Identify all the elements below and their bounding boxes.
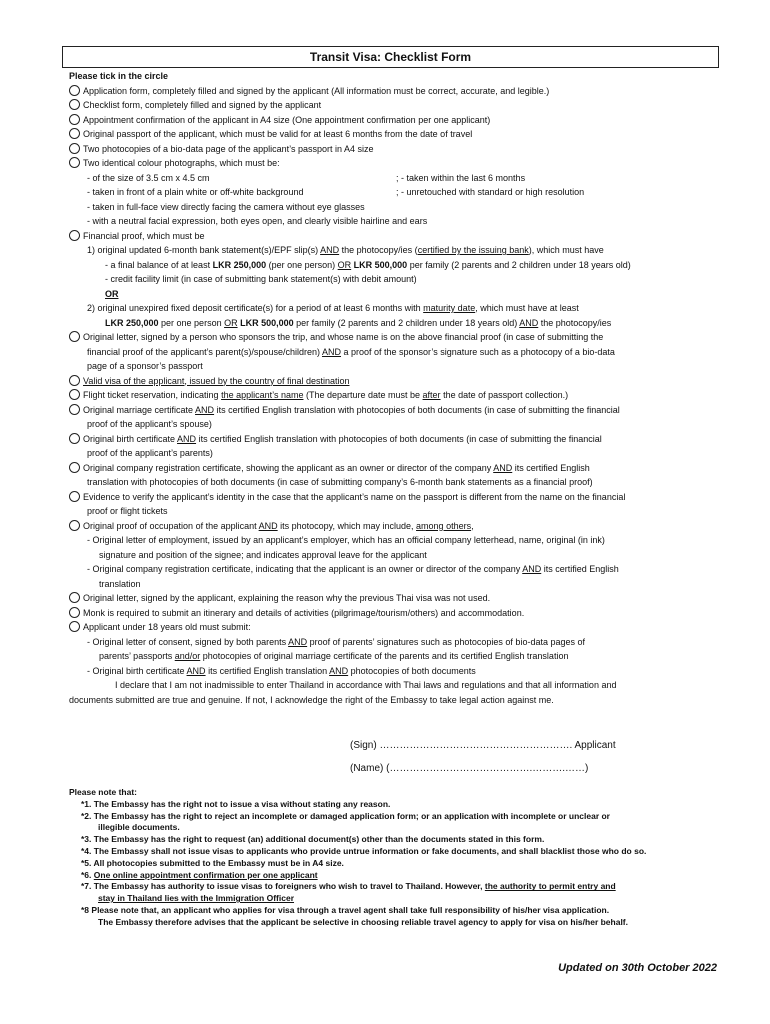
- or-separator: OR: [105, 288, 119, 299]
- updated-date: Updated on 30th October 2022: [558, 962, 717, 974]
- checklist-item: Monk is required to submit an itinerary and details of activities (pilgrimage/tourism/others) and accommodation.: [69, 606, 719, 621]
- checklist-item: Application form, completely filled and signed by the applicant (All information must be correct, accurate, and legible.): [69, 84, 719, 99]
- tick-circle[interactable]: [69, 157, 80, 168]
- sub-item: parents’ passports and/or photocopies of original marriage certificate of the parents and its certified English translation: [99, 651, 569, 661]
- tick-circle[interactable]: [69, 375, 80, 386]
- note-item: *8 Please note that, an applicant who applies for visa through a travel agent shall take full responsibility of his/her visa application.: [81, 904, 610, 915]
- declaration-line: documents submitted are true and genuine. If not, I acknowledge the right of the Embassy to take legal action against me.: [69, 694, 554, 705]
- checklist-item: Evidence to verify the applicant’s identity in the case that the applicant’s name on the passport is different from the name on the financial: [69, 490, 719, 505]
- tick-circle[interactable]: [69, 491, 80, 502]
- note-item: *7. The Embassy has authority to issue visas to foreigners who wish to travel to Thailand. However, the authority to permit entry and: [81, 881, 616, 892]
- checklist-item: Financial proof, which must be: [69, 229, 719, 244]
- sub-item: - Original letter of employment, issued by an applicant’s employer, which has an official company letterhead, name, original (in ink): [87, 535, 605, 545]
- note-item: *1. The Embassy has the right not to issue a visa without stating any reason.: [81, 798, 391, 809]
- checklist-item: Original company registration certificate, showing the applicant as an owner or director of the company AND its certified English: [69, 461, 719, 476]
- checklist-item: Applicant under 18 years old must submit:: [69, 620, 719, 635]
- checklist-item: Original proof of occupation of the applicant AND its photocopy, which may include, among others,: [69, 519, 719, 534]
- tick-circle[interactable]: [69, 621, 80, 632]
- sub-item: - Original birth certificate AND its certified English translation AND photocopies of both documents: [87, 665, 476, 676]
- tick-circle[interactable]: [69, 520, 80, 531]
- tick-circle[interactable]: [69, 404, 80, 415]
- checklist-item: Flight ticket reservation, indicating the applicant’s name (The departure date must be after the date of passport collection.): [69, 388, 719, 403]
- signature-line: (Sign) …………………………………………………. Applicant: [350, 740, 616, 751]
- instruction: Please tick in the circle: [69, 71, 169, 81]
- sub-item: signature and position of the signee; and indicates approval leave for the applicant: [99, 549, 427, 560]
- checklist-body: [69, 69, 719, 707]
- sub-item: LKR 250,000 per one person OR LKR 500,000 per family (2 parents and 2 children under 18 years old) AND the photocopy/ies: [105, 317, 612, 328]
- tick-circle[interactable]: [69, 389, 80, 400]
- checklist-item: Checklist form, completely filled and signed by the applicant: [69, 98, 719, 113]
- checklist-item: Two photocopies of a bio-data page of the applicant’s passport in A4 size: [69, 142, 719, 157]
- sub-item: - taken in full-face view directly facing the camera without eye glasses: [87, 201, 365, 212]
- note-item: *5. All photocopies submitted to the Embassy must be in A4 size.: [81, 857, 344, 868]
- note-item: The Embassy therefore advises that the applicant be selective in choosing reliable travel agency to apply for visa on his/her behalf.: [98, 916, 629, 927]
- note-item: *4. The Embassy shall not issue visas to applicants who provide untrue information or fake documents, and shall blacklist those who do so.: [81, 845, 647, 856]
- tick-circle[interactable]: [69, 592, 80, 603]
- checklist-item: Appointment confirmation of the applicant in A4 size (One appointment confirmation per one applicant): [69, 113, 719, 128]
- tick-circle[interactable]: [69, 99, 80, 110]
- tick-circle[interactable]: [69, 128, 80, 139]
- note-item: stay in Thailand lies with the Immigration Officer: [98, 893, 295, 904]
- tick-circle[interactable]: [69, 607, 80, 618]
- sub-item: financial proof of the applicant’s parent(s)/spouse/children) AND a proof of the sponsor’s signature such as a photocopy of a bio-data: [87, 346, 615, 357]
- tick-circle[interactable]: [69, 143, 80, 154]
- note-item: *3. The Embassy has the right to request (an) additional document(s) other than the documents stated in this form.: [81, 834, 545, 845]
- note-item: illegible documents.: [98, 822, 180, 833]
- notes-section: [69, 787, 729, 929]
- sub-item: - a final balance of at least LKR 250,000 (per one person) OR LKR 500,000 per family (2 parents and 2 children under 18 years old): [105, 259, 631, 270]
- sub-item: proof or flight tickets: [87, 506, 168, 516]
- sub-item: - Original company registration certificate, indicating that the applicant is an owner or director of the company AND its certified English: [87, 564, 619, 574]
- checklist-item: Original birth certificate AND its certified English translation with photocopies of both documents (in case of submitting the financial: [69, 432, 719, 447]
- sub-item: translation: [99, 578, 141, 589]
- tick-circle[interactable]: [69, 433, 80, 444]
- sub-item: proof of the applicant’s spouse): [87, 419, 212, 429]
- sub-item: - with a neutral facial expression, both eyes open, and clearly visible hairline and ears: [87, 216, 428, 226]
- checklist-item: Valid visa of the applicant, issued by the country of final destination: [69, 374, 719, 389]
- name-line: (Name) (…………………………………….……….……): [350, 763, 589, 774]
- sub-item: - of the size of 3.5 cm x 4.5 cm ; - taken within the last 6 months: [87, 172, 526, 183]
- sub-item: page of a sponsor’s passport: [87, 361, 203, 371]
- tick-circle[interactable]: [69, 462, 80, 473]
- tick-circle[interactable]: [69, 331, 80, 342]
- sub-item: proof of the applicant’s parents): [87, 448, 213, 458]
- sub-item: - taken in front of a plain white or off-white background ; - unretouched with standard or high resolution: [87, 187, 585, 197]
- page-title: Transit Visa: Checklist Form: [62, 46, 719, 68]
- declaration-line: I declare that I am not inadmissible to enter Thailand in accordance with Thai laws and regulations and that all information and: [115, 680, 617, 690]
- sub-item: translation with photocopies of both documents (in case of submitting company’s 6-month bank statements as a financial proof): [87, 477, 593, 487]
- tick-circle[interactable]: [69, 230, 80, 241]
- checklist-item: Original passport of the applicant, which must be valid for at least 6 months from the date of travel: [69, 127, 719, 142]
- checklist-item: Original marriage certificate AND its certified English translation with photocopies of both documents (in case of submitting the financial: [69, 403, 719, 418]
- note-item: *2. The Embassy has the right to reject an incomplete or damaged application form; or an application with incomplete or unclear or: [81, 810, 610, 821]
- tick-circle[interactable]: [69, 114, 80, 125]
- tick-circle[interactable]: [69, 85, 80, 96]
- checklist-item: Original letter, signed by a person who sponsors the trip, and whose name is on the above financial proof (in case of submitting the: [69, 330, 719, 345]
- checklist-item: Two identical colour photographs, which must be:: [69, 156, 719, 171]
- note-item: *6. One online appointment confirmation per one applicant: [81, 869, 318, 880]
- sub-item: - credit facility limit (in case of submitting bank statement(s) with debit amount): [105, 274, 417, 284]
- notes-heading: Please note that:: [69, 787, 138, 797]
- checklist-item: Original letter, signed by the applicant, explaining the reason why the previous Thai visa was not used.: [69, 591, 719, 606]
- sub-item: 2) original unexpired fixed deposit certificate(s) for a period of at least 6 months with maturity date, which must have at least: [87, 303, 579, 313]
- sub-item: 1) original updated 6-month bank statement(s)/EPF slip(s) AND the photocopy/ies (certified by the issuing bank), which must have: [87, 245, 604, 255]
- sub-item: - Original letter of consent, signed by both parents AND proof of parents’ signatures such as photocopies of bio-data pages of: [87, 636, 585, 647]
